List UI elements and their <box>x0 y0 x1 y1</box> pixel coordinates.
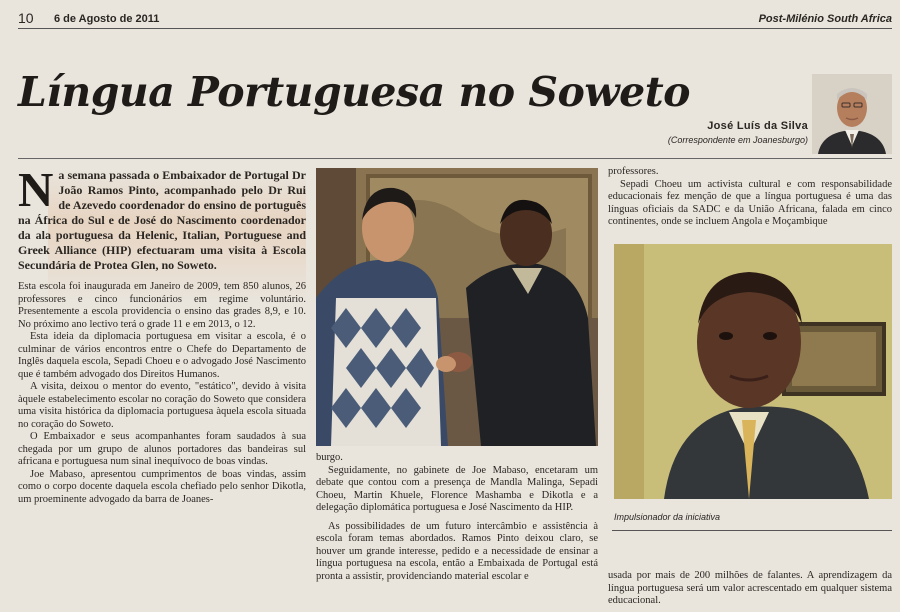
article-column-1 <box>18 162 306 506</box>
author-name: José Luís da Silva <box>707 120 808 132</box>
article-column-3 <box>608 166 892 229</box>
paragraph: O Embaixador e seus acompanhantes foram saudados à sua chegada por um grupo de alunos portadores das bandeiras sul africana e portuguesa num sinal inequívoco de boas vindas. <box>18 431 306 467</box>
page-number: 10 <box>18 10 34 26</box>
lead-paragraph: Na semana passada o Embaixador de Portugal Dr João Ramos Pinto, acompanhado pelo Dr Rui de Azevedo coordenador do ensino de português na África do Sul e de José do Nascimento coordenador da ala portuguesa da Helenic, Italian, Portuguese and Greek Alliance (HIP) efectuaram uma visita à Escola Secundária de Protea Glen, no Soweto. <box>18 162 306 272</box>
photo-caption: Impulsionador da iniciativa <box>614 512 721 522</box>
byline <box>668 120 808 145</box>
paragraph: Esta escola foi inaugurada em Janeiro de 2009, tem 850 alunos, 26 professores e cinco funcionários em regime voluntário. Presentemente a escola providencia o ensino das grades 8,9, e 10. No próximo ano lectivo terá o grade 11 e em 2013, o 12. <box>18 281 306 330</box>
article-column-2 <box>316 452 598 583</box>
paragraph: Esta ideia da diplomacia portuguesa em visitar a escola, é o culminar de vários encontros entre o Chefe do Departamento de Inglês daquela escola, Sepadi Choeu e o advogado José Nascimento que é também advogado dos Direitos Humanos. <box>18 331 306 380</box>
paragraph: professores. <box>608 166 659 177</box>
paragraph: As possibilidades de um futuro intercâmbio e assistência à escola foram temas abordados. Ramos Pinto deixou claro, se houver um grande interesse, pedido e a necessidade de ensinar a língua portuguesa na escola, então a Embaixada de Portugal está pronta a assistir, providenciando material escolar e <box>316 520 598 582</box>
paragraph: burgo. <box>316 452 343 463</box>
article-column-3-continued <box>608 570 892 608</box>
page-header <box>18 8 892 30</box>
author-portrait <box>812 74 892 154</box>
paragraph: Joe Mabaso, apresentou cumprimentos de boas vindas, assim como o corpo docente daquela escola chefiado pelo senhor Dikotla, um proeminente advogado da barra de Joanes- <box>18 468 306 505</box>
portrait-photo <box>614 244 892 499</box>
drop-cap: N <box>18 162 54 217</box>
publication-name: Post-Milénio South Africa <box>758 13 892 25</box>
paragraph: usada por mais de 200 milhões de falantes. A aprendizagem da língua portuguesa será um valor acrescentado em qualquer sistema educacional. <box>608 570 892 606</box>
article-headline: Língua Portuguesa no Soweto <box>18 68 690 116</box>
paragraph: Seguidamente, no gabinete de Joe Mabaso, encetaram um debate que contou com a presença de Mandla Malinga, Sepadi Choeu, Martin Khuele, Florence Mashamba e Dikotla e a delegação diplomática portuguesa e José Nascimento da HIP. <box>316 464 598 513</box>
header-rule <box>18 28 892 29</box>
handshake-photo <box>316 168 598 446</box>
paragraph: Sepadi Choeu um activista cultural e com responsabilidade educacionais fez menção de que a língua portuguesa é uma das línguas oficiais da SADC e da União Africana, falada em cinco continentes, onde se incluem Angola e Moçambique <box>608 178 892 227</box>
headline-rule <box>18 158 892 159</box>
paragraph: A visita, deixou o mentor do evento, "estático", devido à visita àquele estabelecimento escolar no coração do Soweto que considera uma visita histórica da diplomacia portuguesa àquela escola situada no coração do Soweto. <box>18 381 306 430</box>
caption-rule <box>612 530 892 531</box>
author-role: (Correspondente em Joanesburgo) <box>667 135 808 145</box>
issue-date: 6 de Agosto de 2011 <box>54 13 160 25</box>
